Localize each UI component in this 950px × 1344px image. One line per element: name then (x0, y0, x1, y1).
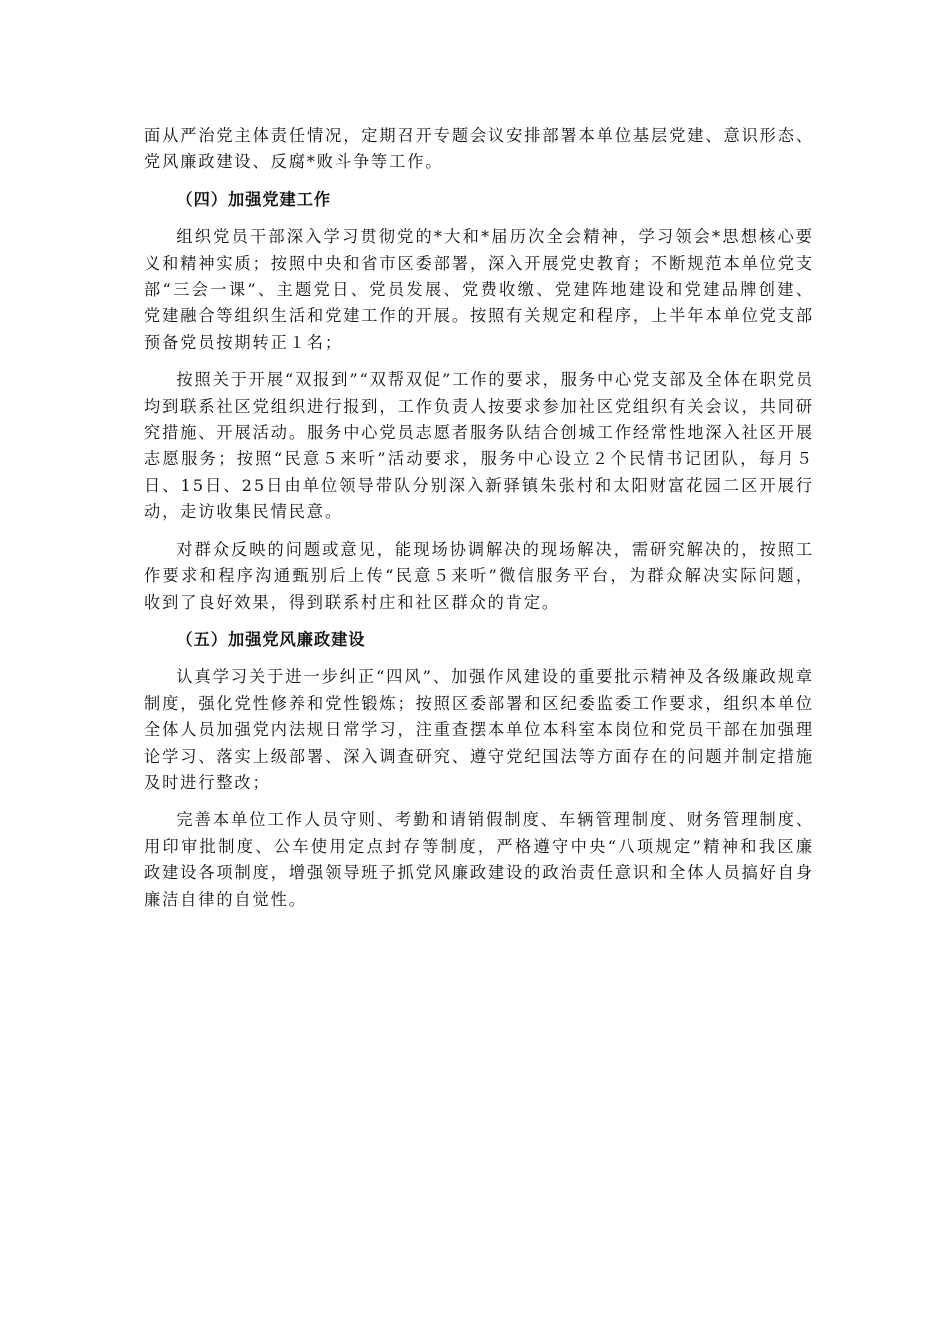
continuation-paragraph: 面从严治党主体责任情况，定期召开专题会议安排部署本单位基层党建、意识形态、党风廉政建设、反腐*败斗争等工作。 (144, 126, 814, 172)
paragraph-integrity-study: 认真学习关于进一步纠正“四风”、加强作风建设的重要批示精神及各级廉政规章制度，强化党性修养和党性锻炼；按照区委部署和区纪委监委工作要求，组织本单位全体人员加强党内法规日常学习，注重查摆本单位本科室本岗位和党员干部在加强理论学习、落实上级部署、深入调查研究、遵守党纪国法等方面存在的问题并制定措施及时进行整改； (144, 667, 814, 792)
paragraph-rules-improvement: 完善本单位工作人员守则、考勤和请销假制度、车辆管理制度、财务管理制度、用印审批制度、公车使用定点封存等制度，严格遵守中央“八项规定”精神和我区廉政建设各项制度，增强领导班子抓党风廉政建设的政治责任意识和全体人员搞好自身廉洁自律的自觉性。 (144, 810, 814, 909)
paragraph-party-building-study: 组织党员干部深入学习贯彻党的*大和*届历次全会精神，学习领会*思想核心要义和精神实质；按照中央和省市区委部署，深入开展党史教育；不断规范本单位党支部“三会一课”、主题党日、党员发展、党费收缴、党建阵地建设和党建品牌创建、党建融合等组织生活和党建工作的开展。按照有关规定和程序，上半年本单位党支部预备党员按期转正１名； (144, 227, 814, 352)
paragraph-dual-report: 按照关于开展“双报到”“双帮双促”工作的要求，服务中心党支部及全体在职党员均到联系社区党组织进行报到，工作负责人按要求参加社区党组织有关会议，共同研究措施、开展活动。服务中心党员志愿者服务队结合创城工作经常性地深入社区开展志愿服务；按照“民意５来听”活动要求，服务中心设立２个民情书记团队，每月５日、15日、25日由单位领导带队分别深入新驿镇朱张村和太阳财富花园二区开展行动，走访收集民情民意。 (144, 370, 814, 522)
section-heading-four: （四）加强党建工作 (176, 189, 332, 209)
paragraph-public-feedback: 对群众反映的问题或意见，能现场协调解决的现场解决，需研究解决的，按照工作要求和程序沟通甄别后上传“民意５来听”微信服务平台，为群众解决实际问题，收到了良好效果，得到联系村庄和社区群众的肯定。 (144, 539, 814, 612)
document-body (144, 123, 814, 924)
section-heading-five: （五）加强党风廉政建设 (176, 629, 366, 649)
